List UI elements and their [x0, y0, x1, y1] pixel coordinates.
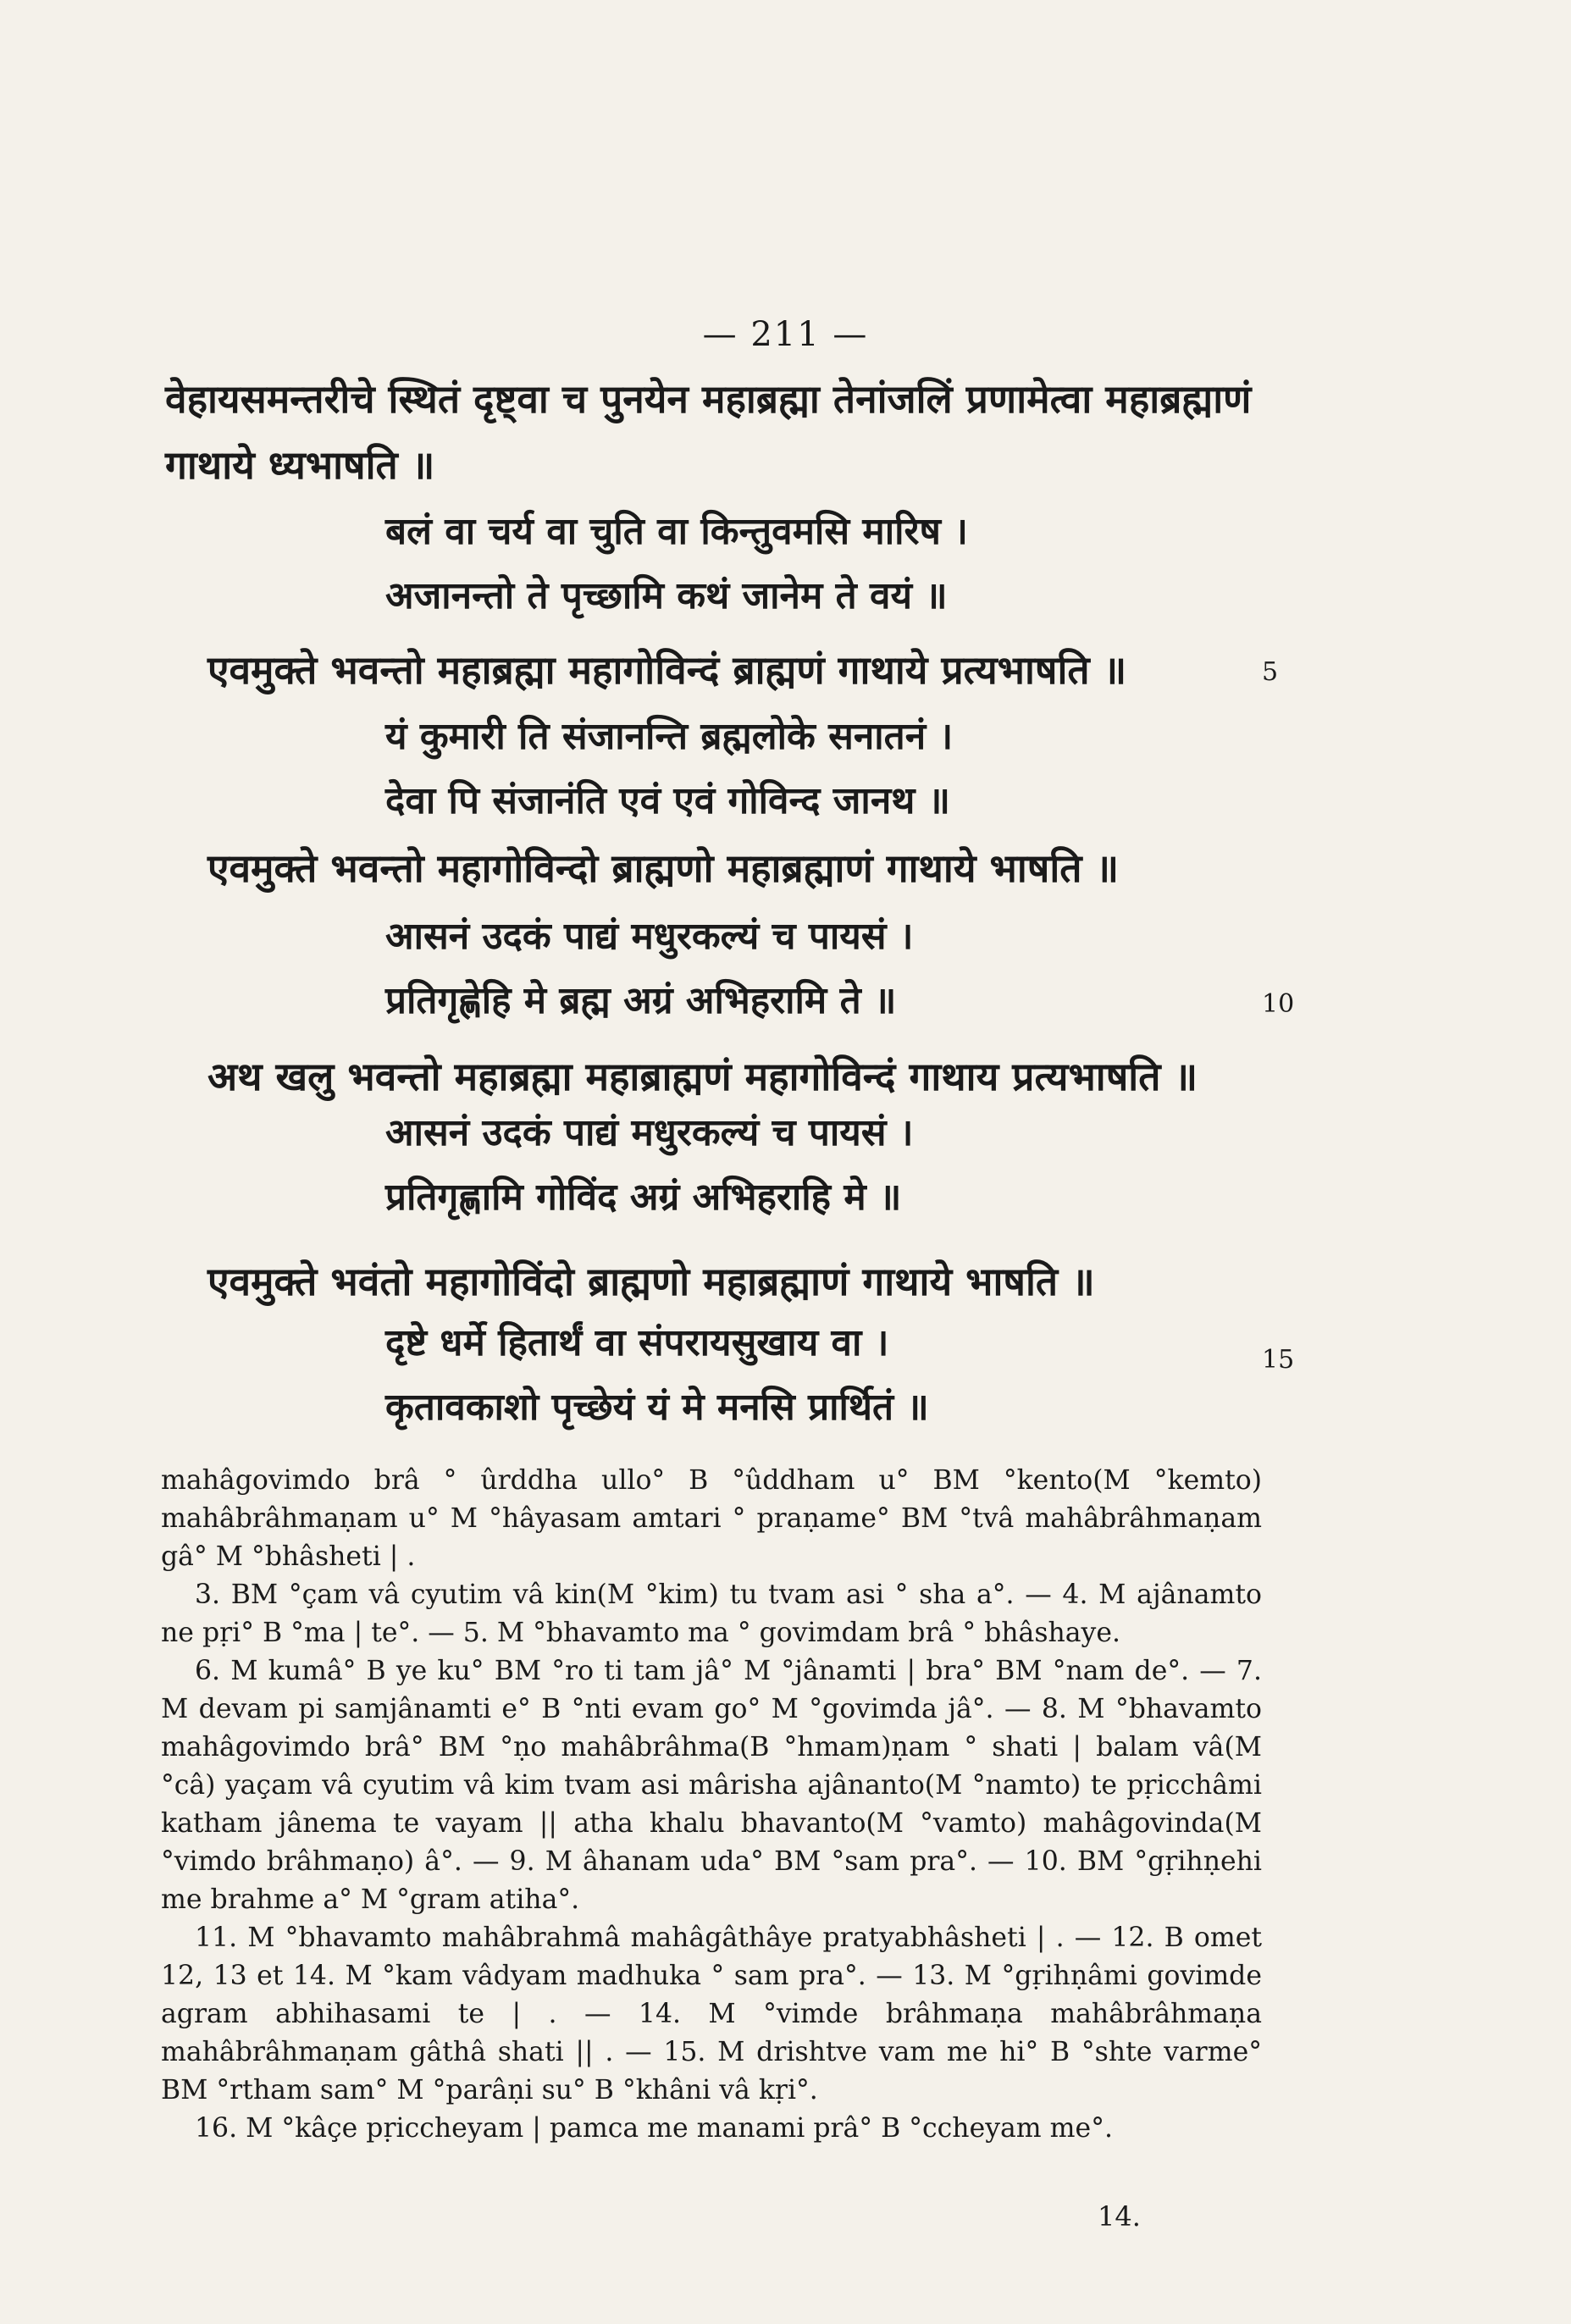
verse-line: प्रतिगृह्णेहि मे ब्रह्म अग्रं अभिहरामि ते ॥ — [385, 979, 897, 1022]
prose-paragraph: एवमुक्ते भवन्तो महाब्रह्मा महागोविन्दं ब्राह्मणं गाथाये प्रत्यभाषति ॥ — [207, 647, 1127, 693]
footnote: mahâgovimdo brâ ° ûrddha ullo° B °ûddham u° BM °kento(M °kemto) mahâbrâhmaṇam u° M °hâyasam amtari ° praṇame° BM °tvâ mahâbrâhmaṇam gâ° M °bhâsheti | . — [161, 1465, 1262, 1572]
verse-stanza — [385, 905, 1232, 1033]
verse-line: कृतावकाशो पृच्छेयं यं मे मनसि प्रार्थितं ॥ — [385, 1386, 929, 1429]
footnote: 3. BM °çam vâ cyutim vâ kin(M °kim) tu tvam asi ° sha a°. — 4. M ajânamto ne pṛi° B °ma | te°. — 5. M °bhavamto ma ° govimdam brâ ° bhâshaye. — [161, 1580, 1262, 1648]
verse-line: दृष्टे धर्मे हितार्थं वा संपरायसुखाय वा । — [385, 1321, 889, 1364]
verse-line: बलं वा चर्य वा चुति वा किन्तुवमसि मारिष । — [385, 510, 968, 553]
verse-line: आसनं उदकं पाद्यं मधुरकल्यं च पायसं । — [385, 1111, 914, 1154]
line-number: 15 — [1262, 1345, 1295, 1375]
verse-stanza — [385, 1311, 1232, 1440]
verse-line: आसनं उदकं पाद्यं मधुरकल्यं च पायसं । — [385, 915, 914, 958]
footnote: 16. M °kâçe pṛiccheyam | pamca me manami prâ° B °ccheyam me°. — [195, 2113, 1113, 2144]
verse-stanza — [385, 1101, 1232, 1230]
verse-line: प्रतिगृह्णामि गोविंद अग्रं अभिहराहि मे ॥ — [385, 1176, 902, 1219]
line-number: 10 — [1262, 989, 1295, 1019]
verse-line: अजानन्तो ते पृच्छामि कथं जानेम ते वयं ॥ — [385, 574, 948, 617]
prose-paragraph: अथ खलु भवन्तो महाब्रह्मा महाब्राह्मणं महागोविन्दं गाथाय प्रत्यभाषति ॥ — [207, 1054, 1198, 1099]
footnote: 11. M °bhavamto mahâbrahmâ mahâgâthâye pratyabhâsheti | . — 12. B omet 12, 13 et 14. M °kam vâdyam madhuka ° sam pra°. — 13. M °gṛihṇâmi govimde agram abhihasami te | . — 14. M °vimde brâhmaṇa mahâbrâhmaṇa mahâbrâhmaṇam gâthâ shati || . — 15. M drishtve vam me hi° B °shte varme° BM °rtham sam° M °parâṇi su° B °khâni vâ kṛi°. — [161, 1923, 1262, 2105]
prose-paragraph: एवमुक्ते भवंतो महागोविंदो ब्राह्मणो महाब्रह्माणं गाथाये भाषति ॥ — [207, 1259, 1095, 1304]
line-number: 5 — [1262, 657, 1279, 687]
prose-paragraph: एवमुक्ते भवन्तो महागोविन्दो ब्राह्मणो महाब्रह्माणं गाथाये भाषति ॥ — [207, 845, 1120, 891]
verse-stanza — [385, 705, 1232, 833]
printer-signature: 14. — [1098, 2200, 1141, 2233]
critical-apparatus — [161, 1462, 1262, 2148]
prose-paragraph: वेहायसमन्तरीचे स्थितं दृष्ट्वा च पुनयेन महाब्रह्मा तेनांजलिं प्रणामेत्वा महाब्रह्माणं गाथाये ध्यभाषति ॥ — [165, 376, 1252, 488]
verse-line: देवा पि संजानंति एवं एवं गोविन्द जानथ ॥ — [385, 779, 951, 822]
verse-line: यं कुमारी ति संजानन्ति ब्रह्मलोके सनातनं । — [385, 715, 954, 758]
verse-stanza — [385, 500, 1232, 628]
footnote: 6. M kumâ° B ye ku° BM °ro ti tam jâ° M °jânamti | bra° BM °nam de°. — 7. M devam pi samjânamti e° B °nti evam go° M °govimda jâ°. — 8. M °bhavamto mahâgovimdo brâ° BM °ṇo mahâbrâhma(B °hmam)ṇam ° shati | balam vâ(M °câ) yaçam vâ cyutim vâ kim tvam asi mârisha ajânanto(M °namto) te pṛicchâmi katham jânema te vayam || atha khalu bhavanto(M °vamto) mahâgovinda(M °vimdo brâhmaṇo) â°. — 9. M âhanam uda° BM °sam pra°. — 10. BM °gṛihṇehi me brahme a° M °gram atiha°. — [161, 1656, 1262, 1915]
page-number: — 211 — — [702, 315, 869, 354]
